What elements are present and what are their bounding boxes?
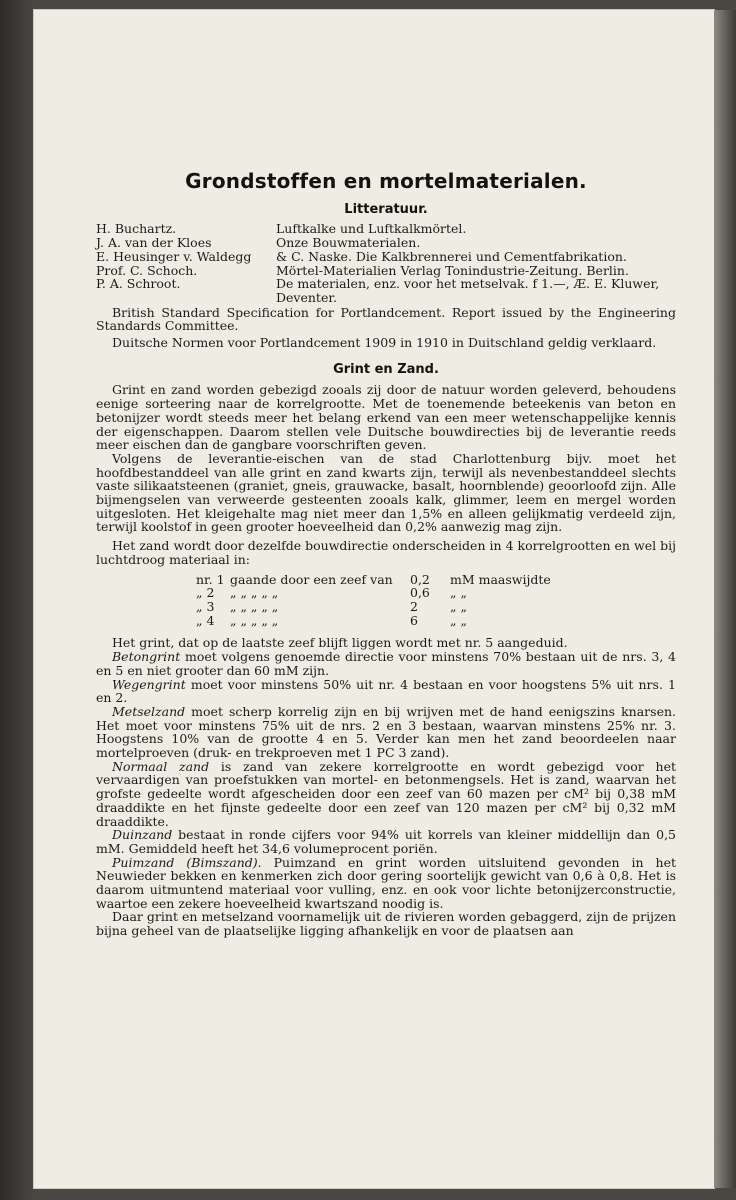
- sieve-table: [196, 573, 676, 628]
- sieve-nr: „ 2: [196, 585, 215, 601]
- literature-title: De materialen, enz. voor het metselvak. f 1.—, Æ. E. Kluwer, Deventer.: [276, 276, 660, 305]
- sieve-size: 0,2: [410, 571, 430, 587]
- literature-author: Prof. C. Schoch.: [96, 262, 198, 278]
- literature-entry: [96, 264, 676, 278]
- literature-list: [96, 222, 676, 304]
- sieve-unit: „ „: [450, 598, 467, 614]
- page-title: Grondstoffen en mortelmaterialen.: [185, 169, 587, 193]
- paragraph-text: Puimzand en grint worden uitsluitend gevonden in het Neuwieder bekken en kenmerken zich door gering soortelijk gewicht van 0,6 à 0,8. Het is daarom uitmuntend materiaal voor vulling, enz. en ook voor lichte betonijzerconstructie, waartoe een zekere hoeveelheid kwartszand noodig is.: [96, 854, 676, 911]
- literature-entry: [96, 250, 676, 264]
- term-metselzand: Metselzand: [112, 703, 186, 719]
- literature-entry: [96, 277, 676, 304]
- sieve-text: „ „ „ „ „: [230, 585, 279, 601]
- term-betongrint: Betongrint: [112, 649, 181, 665]
- sieve-unit: „ „: [450, 585, 467, 601]
- literature-entry: [96, 222, 676, 236]
- term-bimszand: (Bimszand).: [186, 854, 262, 870]
- paragraph: Daar grint en metselzand voornamelijk uit de rivieren worden gebaggerd, zijn de prijzen bijna geheel van de plaatselijke ligging afhankelijk en voor de plaatsen aan: [96, 909, 676, 939]
- sieve-text: „ „ „ „ „: [230, 598, 279, 614]
- literature-title: Mörtel-Materialien Verlag Tonindustrie-Zeitung. Berlin.: [276, 262, 629, 278]
- sieve-nr: „ 3: [196, 598, 215, 614]
- sieve-text: gaande door een zeef van: [230, 571, 393, 587]
- paragraph: Het grint, dat op de laatste zeef blijft liggen wordt met nr. 5 aangeduid.: [112, 635, 568, 651]
- page-content: [96, 169, 676, 939]
- literature-author: J. A. van der Kloes: [96, 235, 212, 251]
- duitsche-normen-reference: Duitsche Normen voor Portlandcement 1909 in 1910 in Duitschland geldig verklaard.: [112, 335, 657, 351]
- paragraph: Volgens de leverantie-eischen van de stad Charlottenburg bijv. moet het hoofdbestanddeel van alle grint en zand kwarts zijn, terwijl als nevenbestanddeel slechts vaste silikaatsteenen (graniet, gneis, grauwacke, basalt, hoornblende) geoorloofd zijn. Alle bijmengselen van verweerde gesteenten zooals kalk, glimmer, leem en mergel worden uitgesloten. Het kleigehalte mag niet meer dan 1,5% en alleen gelijkmatig verdeeld zijn, terwijl koolstof in geen grooter hoeveelheid dan 0,2% aanwezig mag zijn.: [96, 450, 676, 535]
- sieve-size: 2: [410, 598, 418, 614]
- book-gutter-left: [0, 0, 34, 1200]
- literature-author: H. Buchartz.: [96, 221, 177, 237]
- literature-author: P. A. Schroot.: [96, 276, 181, 292]
- book-edge-right: [714, 10, 736, 1188]
- paragraph-normaal-zand: [96, 760, 676, 829]
- sieve-row: [196, 600, 676, 614]
- sieve-row: [196, 614, 676, 628]
- british-standard-reference: British Standard Specification for Portlandcement. Report issued by the Engineering Standards Committee.: [96, 304, 676, 334]
- paragraph-betongrint: [96, 650, 676, 677]
- paragraph-metselzand: [96, 705, 676, 760]
- literature-author: E. Heusinger v. Waldegg: [96, 248, 252, 264]
- term-wegengrint: Wegengrint: [112, 676, 186, 692]
- sieve-size: 6: [410, 612, 418, 628]
- sieve-row: [196, 573, 676, 587]
- sieve-unit: „ „: [450, 612, 467, 628]
- section-heading: Grint en Zand.: [333, 361, 439, 377]
- sieve-nr: nr. 1: [196, 571, 225, 587]
- paragraph-text: moet voor minstens 50% uit nr. 4 bestaan en voor hoogstens 5% uit nrs. 1 en 2.: [96, 676, 676, 706]
- paragraph-text: bestaat in ronde cijfers voor 94% uit korrels van kleiner middellijn dan 0,5 mM. Gemiddeld heeft het 34,6 volumeprocent poriën.: [96, 827, 676, 856]
- sieve-unit: mM maaswijdte: [450, 571, 551, 587]
- literature-title: Luftkalke und Luftkalkmörtel.: [276, 221, 467, 237]
- term-normaal-zand: Normaal zand: [112, 758, 210, 774]
- sieve-nr: „ 4: [196, 612, 215, 628]
- sieve-row: [196, 586, 676, 600]
- paragraph-text: moet volgens genoemde directie voor minstens 70% bestaan uit de nrs. 3, 4 en 5 en niet grooter dan 60 mM zijn.: [96, 649, 676, 678]
- literature-title: & C. Naske. Die Kalkbrennerei und Cementfabrikation.: [276, 248, 627, 264]
- term-puimzand: Puimzand: [112, 854, 175, 870]
- literature-title: Onze Bouwmaterialen.: [276, 235, 421, 251]
- paragraph-duinzand: [96, 828, 676, 855]
- sieve-size: 0,6: [410, 585, 430, 601]
- paragraph-text: is zand van zekere korrelgrootte en wordt gebezigd voor het vervaardigen van proefstukken van mortel- en betonmengsels. Het is zand, waarvan het grofste gedeelte wordt afgescheiden door een zeef van 60 mazen per cM² bij 0,38 mM draaddikte en het fijnste gedeelte door een zeef van 120 mazen per cM² bij 0,32 mM draaddikte.: [96, 758, 676, 829]
- literature-entry: [96, 236, 676, 250]
- paragraph-text: moet scherp korrelig zijn en bij wrijven met de hand eenigszins knarsen. Het moet voor minstens 75% uit de nrs. 2 en 3 bestaan, waarvan minstens 25% nr. 3. Hoogstens 10% van de grootte 4 en 5. Verder kan men het zand beoordeelen naar mortelproeven (druk- en trekproeven met 1 PC 3 zand).: [96, 703, 676, 761]
- literature-heading: Litteratuur.: [344, 201, 428, 217]
- paragraph: Grint en zand worden gebezigd zooals zij door de natuur worden geleverd, behoudens eenige sorteering naar de korrelgrootte. Met de toenemende beteekenis van beton en betonijzer wordt steeds meer het belang erkend van een meer wetenschappelijke kennis der eigenschappen. Daarom stellen vele Duitsche bouwdirecties bij de leverantie reeds meer eischen dan de gangbare voorschriften geven.: [96, 382, 676, 453]
- paragraph-puimzand: [96, 856, 676, 911]
- paragraph-wegengrint: [96, 678, 676, 705]
- term-duinzand: Duinzand: [112, 827, 173, 843]
- paragraph: Het zand wordt door dezelfde bouwdirectie onderscheiden in 4 korrelgrootten en wel bij luchtdroog materiaal in:: [96, 538, 676, 567]
- sieve-text: „ „ „ „ „: [230, 612, 279, 628]
